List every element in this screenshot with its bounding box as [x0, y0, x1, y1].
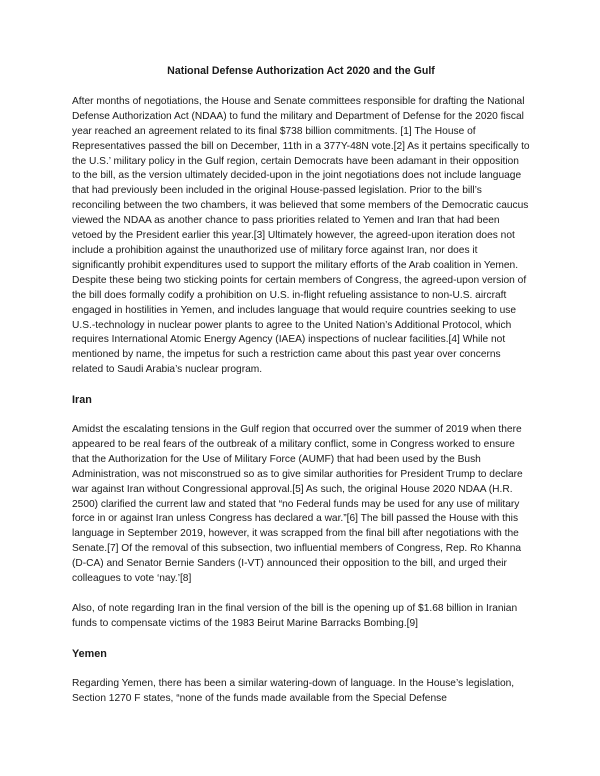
document-title: National Defense Authorization Act 2020 and the Gulf [167, 65, 435, 77]
iran-heading: Iran [72, 394, 92, 407]
yemen-paragraph-1: Regarding Yemen, there has been a similar watering-down of language. In the House’s legislation, Section 1270 F states, “none of the funds made available from the Special Defense [72, 677, 515, 704]
iran-paragraph-2: Also, of note regarding Iran in the final version of the bill is the opening up of $1.68 billion in Iranian funds to compensate victims of the 1983 Beirut Marine Barracks Bombing.[9] [72, 603, 518, 629]
intro-paragraph: After months of negotiations, the House and Senate committees responsible for drafting the National Defense Authorization Act (NDAA) to fund the military and Department of Defense for the 2020 fiscal year reached an agreement related to its final $738 billion commitments. [1] The House of Representatives passed the bill on December, 11th in a 377Y-48N vote.[2] As it pertains specifically to the U.S.’ military policy in the Gulf region, certain Democrats have been adamant in their opposition to the bill, as the version ultimately decided-upon in the joint negotiations does not include language that had previously been included in the original House-passed legislation. Prior to the bill’s reconciling between the two chambers, it was believed that some members of the Democratic caucus viewed the NDAA as another chance to pass priorities related to Yemen and Iran that had been vetoed by the President earlier this year.[3] Ultimately however, the agreed-upon iteration does not include a prohibition against the unauthorized use of military force against Iran, nor does it significantly prohibit expenditures used to support the military efforts of the Arab coalition in Yemen. Despite these being two sticking points for certain members of Congress, the agreed-upon version of the bill does formally codify a prohibition on U.S. in-flight refueling assistance to non-U.S. aircraft engaged in hostilities in Yemen, and includes language that would require countries seeking to use U.S.-technology in nuclear power plants to agree to the United Nation’s Additional Protocol, which requires International Atomic Energy Agency (IAEA) inspections of nuclear facilities.[4] While not mentioned by name, the impetus for such a restriction came about this past year over concerns related to Saudi Arabia’s nuclear program. [72, 95, 530, 376]
yemen-heading: Yemen [72, 647, 107, 660]
document-page [72, 64, 530, 722]
iran-paragraph-1: Amidst the escalating tensions in the Gulf region that occurred over the summer of 2019 when there appeared to be real fears of the outbreak of a military conflict, some in Congress worked to ensure that the Authorization for the Use of Military Force (AUMF) that had been used by the Bush Administration, was not misconstrued so as to give similar authorities for President Trump to declare war against Iran without Congressional approval.[5] As such, the original House 2020 NDAA (H.R. 2500) clarified the current law and stated that “no Federal funds may be used for any use of military force in or against Iran unless Congress has declared a war.”[6] The bill passed the House with this language in September 2019, however, it was scrapped from the final bill after negotiations with the Senate.[7] Of the removal of this subsection, two influential members of Congress, Rep. Ro Khanna (D-CA) and Senator Bernie Sanders (I-VT) announced their opposition to the bill, and urged their colleagues to vote ‘nay.’[8] [72, 424, 523, 585]
